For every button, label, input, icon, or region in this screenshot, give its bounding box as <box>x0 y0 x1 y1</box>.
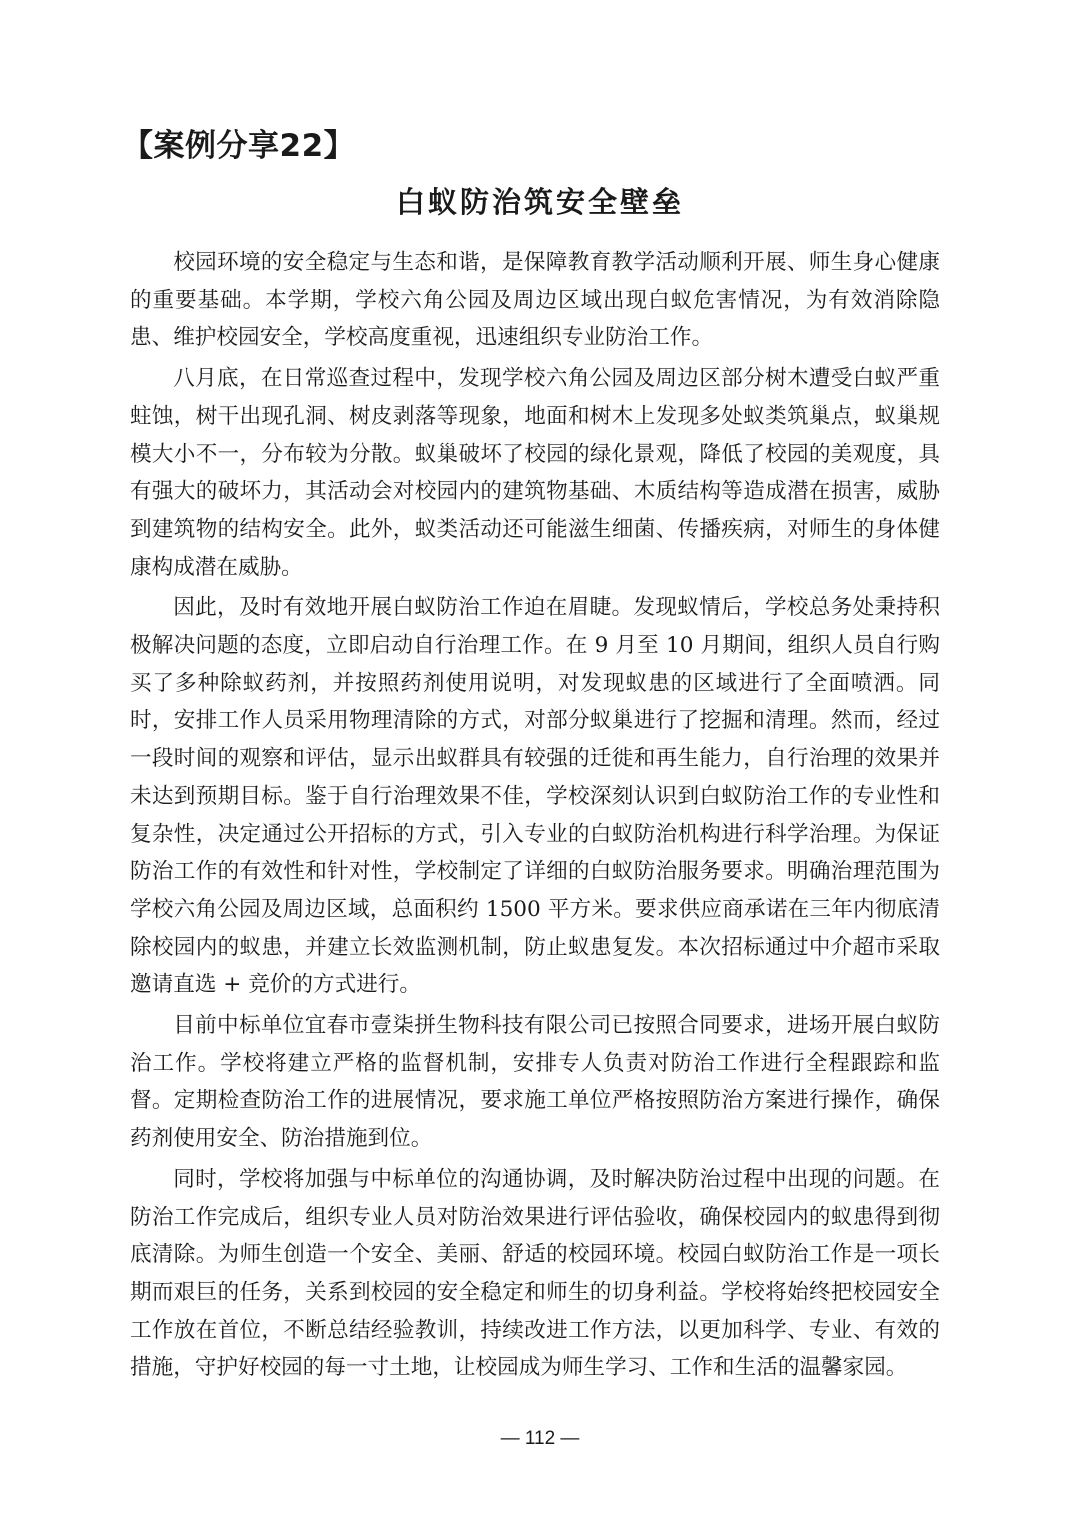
body-text <box>130 244 940 1390</box>
paragraph-5: 同时，学校将加强与中标单位的沟通协调，及时解决防治过程中出现的问题。在防治工作完成后，组织专业人员对防治效果进行评估验收，确保校园内的蚁患得到彻底清除。为师生创造一个安全、美丽、舒适的校园环境。校园白蚁防治工作是一项长期而艰巨的任务，关系到校园的安全稳定和师生的切身利益。学校将始终把校园安全工作放在首位，不断总结经验教训，持续改进工作方法，以更加科学、专业、有效的措施，守护好校园的每一寸土地，让校园成为师生学习、工作和生活的温馨家园。 <box>130 1166 940 1381</box>
paragraph-1: 校园环境的安全稳定与生态和谐，是保障教育教学活动顺利开展、师生身心健康的重要基础。本学期，学校六角公园及周边区域出现白蚁危害情况，为有效消除隐患、维护校园安全，学校高度重视，迅速组织专业防治工作。 <box>130 250 940 351</box>
case-heading: 【案例分享22】 <box>122 128 356 164</box>
paragraph-4: 目前中标单位宜春市壹柒拼生物科技有限公司已按照合同要求，进场开展白蚁防治工作。学校将建立严格的监督机制，安排专人负责对防治工作进行全程跟踪和监督。定期检查防治工作的进展情况，要求施工单位严格按照防治方案进行操作，确保药剂使用安全、防治措施到位。 <box>130 1013 940 1152</box>
page-number: — 112 — <box>500 1428 580 1449</box>
document-title: 白蚁防治筑安全壁垒 <box>395 185 684 219</box>
paragraph-3: 因此，及时有效地开展白蚁防治工作迫在眉睫。发现蚁情后，学校总务处秉持积极解决问题的态度，立即启动自行治理工作。在 9 月至 10 月期间，组织人员自行购买了多种除蚁药剂，并按照药剂使用说明，对发现蚁患的区域进行了全面喷洒。同时，安排工作人员采用物理清除的方式，对部分蚁巢进行了挖掘和清理。然而，经过一段时间的观察和评估，显示出蚁群具有较强的迁徙和再生能力，自行治理的效果并未达到预期目标。鉴于自行治理效果不佳，学校深刻认识到白蚁防治工作的专业性和复杂性，决定通过公开招标的方式，引入专业的白蚁防治机构进行科学治理。为保证防治工作的有效性和针对性，学校制定了详细的白蚁防治服务要求。明确治理范围为学校六角公园及周边区域，总面积约 1500 平方米。要求供应商承诺在三年内彻底清除校园内的蚁患，并建立长效监测机制，防止蚁患复发。本次招标通过中介超市采取邀请直选 + 竞价的方式进行。 <box>130 595 940 998</box>
paragraph-2: 八月底，在日常巡查过程中，发现学校六角公园及周边区部分树木遭受白蚁严重蛀蚀，树干出现孔洞、树皮剥落等现象，地面和树木上发现多处蚁类筑巢点，蚁巢规模大小不一，分布较为分散。蚁巢破坏了校园的绿化景观，降低了校园的美观度，具有强大的破坏力，其活动会对校园内的建筑物基础、木质结构等造成潜在损害，威胁到建筑物的结构安全。此外，蚁类活动还可能滋生细菌、传播疾病，对师生的身体健康构成潜在威胁。 <box>130 366 940 580</box>
